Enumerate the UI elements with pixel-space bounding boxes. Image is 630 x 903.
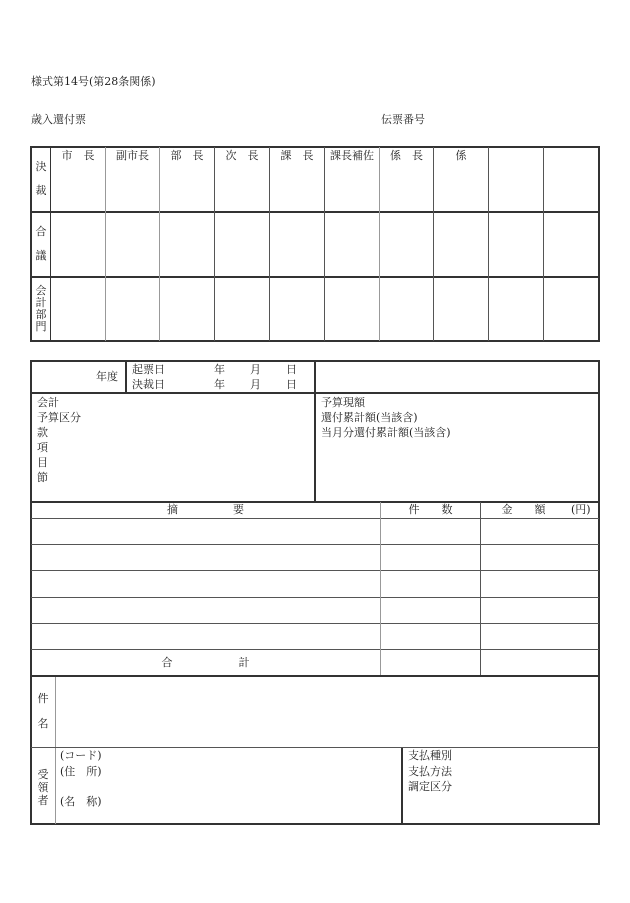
approval-row-divider — [30, 276, 600, 278]
accounting-label-4: 門 — [35, 320, 47, 333]
detail-count-divider — [380, 502, 381, 675]
approval-col-divider — [50, 147, 51, 341]
approval-col-divider — [269, 147, 270, 341]
draft-date-label: 起票日 — [132, 363, 165, 376]
decision-year-label: 年 — [214, 378, 225, 391]
approval-table — [30, 146, 600, 342]
approver-director: 部 長 — [170, 149, 204, 162]
detail-header-amount: 金 額 — [501, 503, 546, 516]
payment-method-label: 支払方法 — [408, 765, 452, 778]
subject-recipient-divider — [31, 747, 599, 748]
field-budget-category: 予算区分 — [37, 411, 81, 424]
recipient-label-1: 受 — [37, 768, 49, 781]
detail-header-summary: 摘 要 — [167, 503, 244, 516]
recipient-label-2: 領 — [37, 781, 49, 794]
approval-col-divider — [105, 147, 106, 341]
subject-label-divider — [55, 677, 56, 824]
decision-label-2: 裁 — [35, 184, 47, 197]
form-number-label: 様式第14号(第28条関係) — [31, 75, 156, 88]
payment-type-label: 支払種別 — [408, 749, 452, 762]
detail-row-divider — [31, 597, 599, 598]
document-title: 歳入還付票 — [31, 113, 86, 126]
slip-number-label: 伝票番号 — [381, 113, 425, 126]
approval-col-divider — [488, 147, 489, 341]
detail-row-divider — [31, 649, 599, 650]
field-setsu: 節 — [37, 471, 48, 484]
decision-day-label: 日 — [286, 378, 297, 391]
subject-label-1: 件 — [37, 692, 49, 705]
draft-month-label: 月 — [250, 363, 261, 376]
field-accounting: 会計 — [37, 396, 59, 409]
detail-amount-divider — [480, 502, 481, 675]
approval-col-divider — [379, 147, 380, 341]
detail-total-label: 合 計 — [161, 656, 250, 669]
detail-header-amount-unit: (円) — [571, 503, 591, 516]
detail-row-divider — [31, 544, 599, 545]
approver-section-chief: 課 長 — [280, 149, 314, 162]
subject-label-2: 名 — [37, 717, 49, 730]
decision-label-1: 決 — [35, 160, 47, 173]
approver-deputy-mayor: 副市長 — [116, 149, 149, 162]
accounting-label-1: 会 — [35, 284, 47, 297]
detail-row-divider — [31, 623, 599, 624]
approval-col-divider — [433, 147, 434, 341]
decision-month-label: 月 — [250, 378, 261, 391]
fiscal-year-divider — [125, 361, 127, 392]
accounting-label-3: 部 — [35, 308, 47, 321]
field-kou: 項 — [37, 441, 48, 454]
draft-day-label: 日 — [286, 363, 297, 376]
field-refund-cumulative: 還付累計額(当該含) — [321, 411, 418, 424]
consultation-label-2: 議 — [35, 249, 47, 262]
approver-staff: 係 — [455, 149, 467, 162]
info-center-divider — [314, 361, 316, 501]
field-monthly-refund-cumulative: 当月分還付累計額(当該含) — [321, 426, 451, 439]
field-current-budget: 予算現額 — [321, 396, 365, 409]
detail-row-divider — [31, 570, 599, 571]
field-kan: 款 — [37, 426, 48, 439]
decision-date-label: 決裁日 — [132, 378, 165, 391]
recipient-name-label: (名 称) — [60, 795, 102, 808]
recipient-label-3: 者 — [37, 794, 49, 807]
draft-year-label: 年 — [214, 363, 225, 376]
approval-row-divider — [30, 211, 600, 213]
approval-col-divider — [324, 147, 325, 341]
approval-col-divider — [214, 147, 215, 341]
consultation-label-1: 合 — [35, 225, 47, 238]
approver-assistant-section-chief: 課長補佐 — [330, 149, 374, 162]
recipient-address-label: (住 所) — [60, 765, 102, 778]
fiscal-year-label: 年度 — [96, 370, 118, 383]
approver-mayor: 市 長 — [61, 149, 95, 162]
detail-bottom-divider — [30, 675, 600, 677]
approval-col-divider — [159, 147, 160, 341]
accounting-label-2: 計 — [35, 296, 47, 309]
approver-unit-chief: 係 長 — [390, 149, 423, 162]
approval-col-divider — [543, 147, 544, 341]
field-moku: 目 — [37, 456, 48, 469]
detail-header-count: 件 数 — [408, 503, 453, 516]
recipient-code-label: (コード) — [60, 749, 102, 762]
recipient-payment-divider — [401, 748, 403, 824]
adjustment-category-label: 調定区分 — [408, 780, 452, 793]
detail-header-divider — [31, 518, 599, 519]
approver-deputy-director: 次 長 — [225, 149, 259, 162]
